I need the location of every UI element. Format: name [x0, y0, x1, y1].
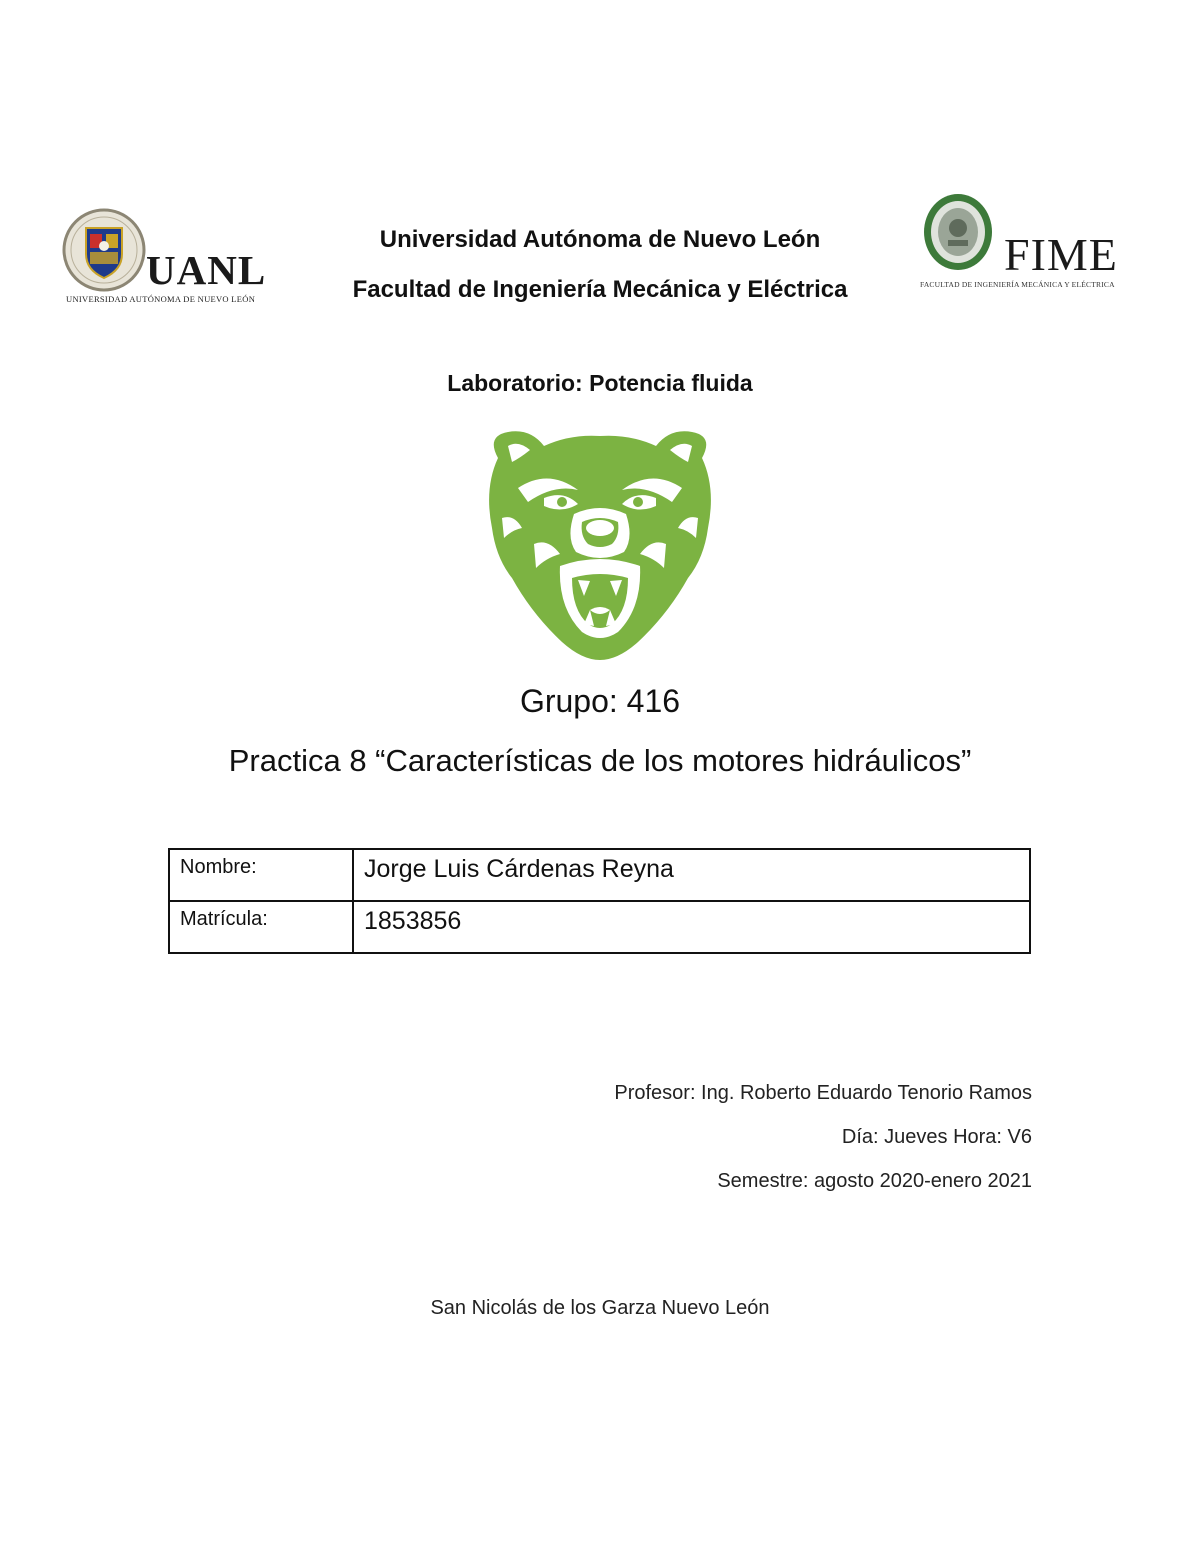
faculty-name: Facultad de Ingeniería Mecánica y Eléctrica — [352, 276, 848, 303]
table-row — [169, 901, 1030, 953]
group-number: Grupo: 416 — [519, 683, 681, 719]
bear-mascot-icon — [478, 418, 722, 662]
practice-title: Practica 8 “Características de los motores hidráulicos” — [228, 743, 972, 778]
semester: Semestre: agosto 2020-enero 2021 — [717, 1170, 1032, 1192]
fime-subtitle: FACULTAD DE INGENIERÍA MECÁNICA Y ELÉCTRICA — [920, 280, 1115, 289]
uanl-logo — [62, 208, 272, 308]
uanl-wordmark: UANL — [146, 247, 267, 293]
uanl-shield-icon — [62, 208, 146, 294]
fime-logo — [918, 190, 1138, 300]
student-id: 1853856 — [353, 901, 1030, 953]
bear-mascot — [478, 418, 722, 662]
id-label: Matrícula: — [169, 901, 353, 953]
schedule: Día: Jueves Hora: V6 — [841, 1126, 1032, 1148]
university-name: Universidad Autónoma de Nuevo León — [379, 226, 821, 253]
location: San Nicolás de los Garza Nuevo León — [430, 1297, 770, 1319]
lab-title: Laboratorio: Potencia fluida — [447, 370, 753, 396]
student-info-table — [168, 848, 1031, 954]
professor: Profesor: Ing. Roberto Eduardo Tenorio Ramos — [614, 1082, 1032, 1104]
fime-seal-icon — [918, 190, 998, 274]
uanl-subtitle: UNIVERSIDAD AUTÓNOMA DE NUEVO LEÓN — [66, 294, 256, 304]
table-row — [169, 849, 1030, 901]
name-label: Nombre: — [169, 849, 353, 901]
student-name: Jorge Luis Cárdenas Reyna — [353, 849, 1030, 901]
fime-wordmark: FIME — [1004, 229, 1118, 280]
